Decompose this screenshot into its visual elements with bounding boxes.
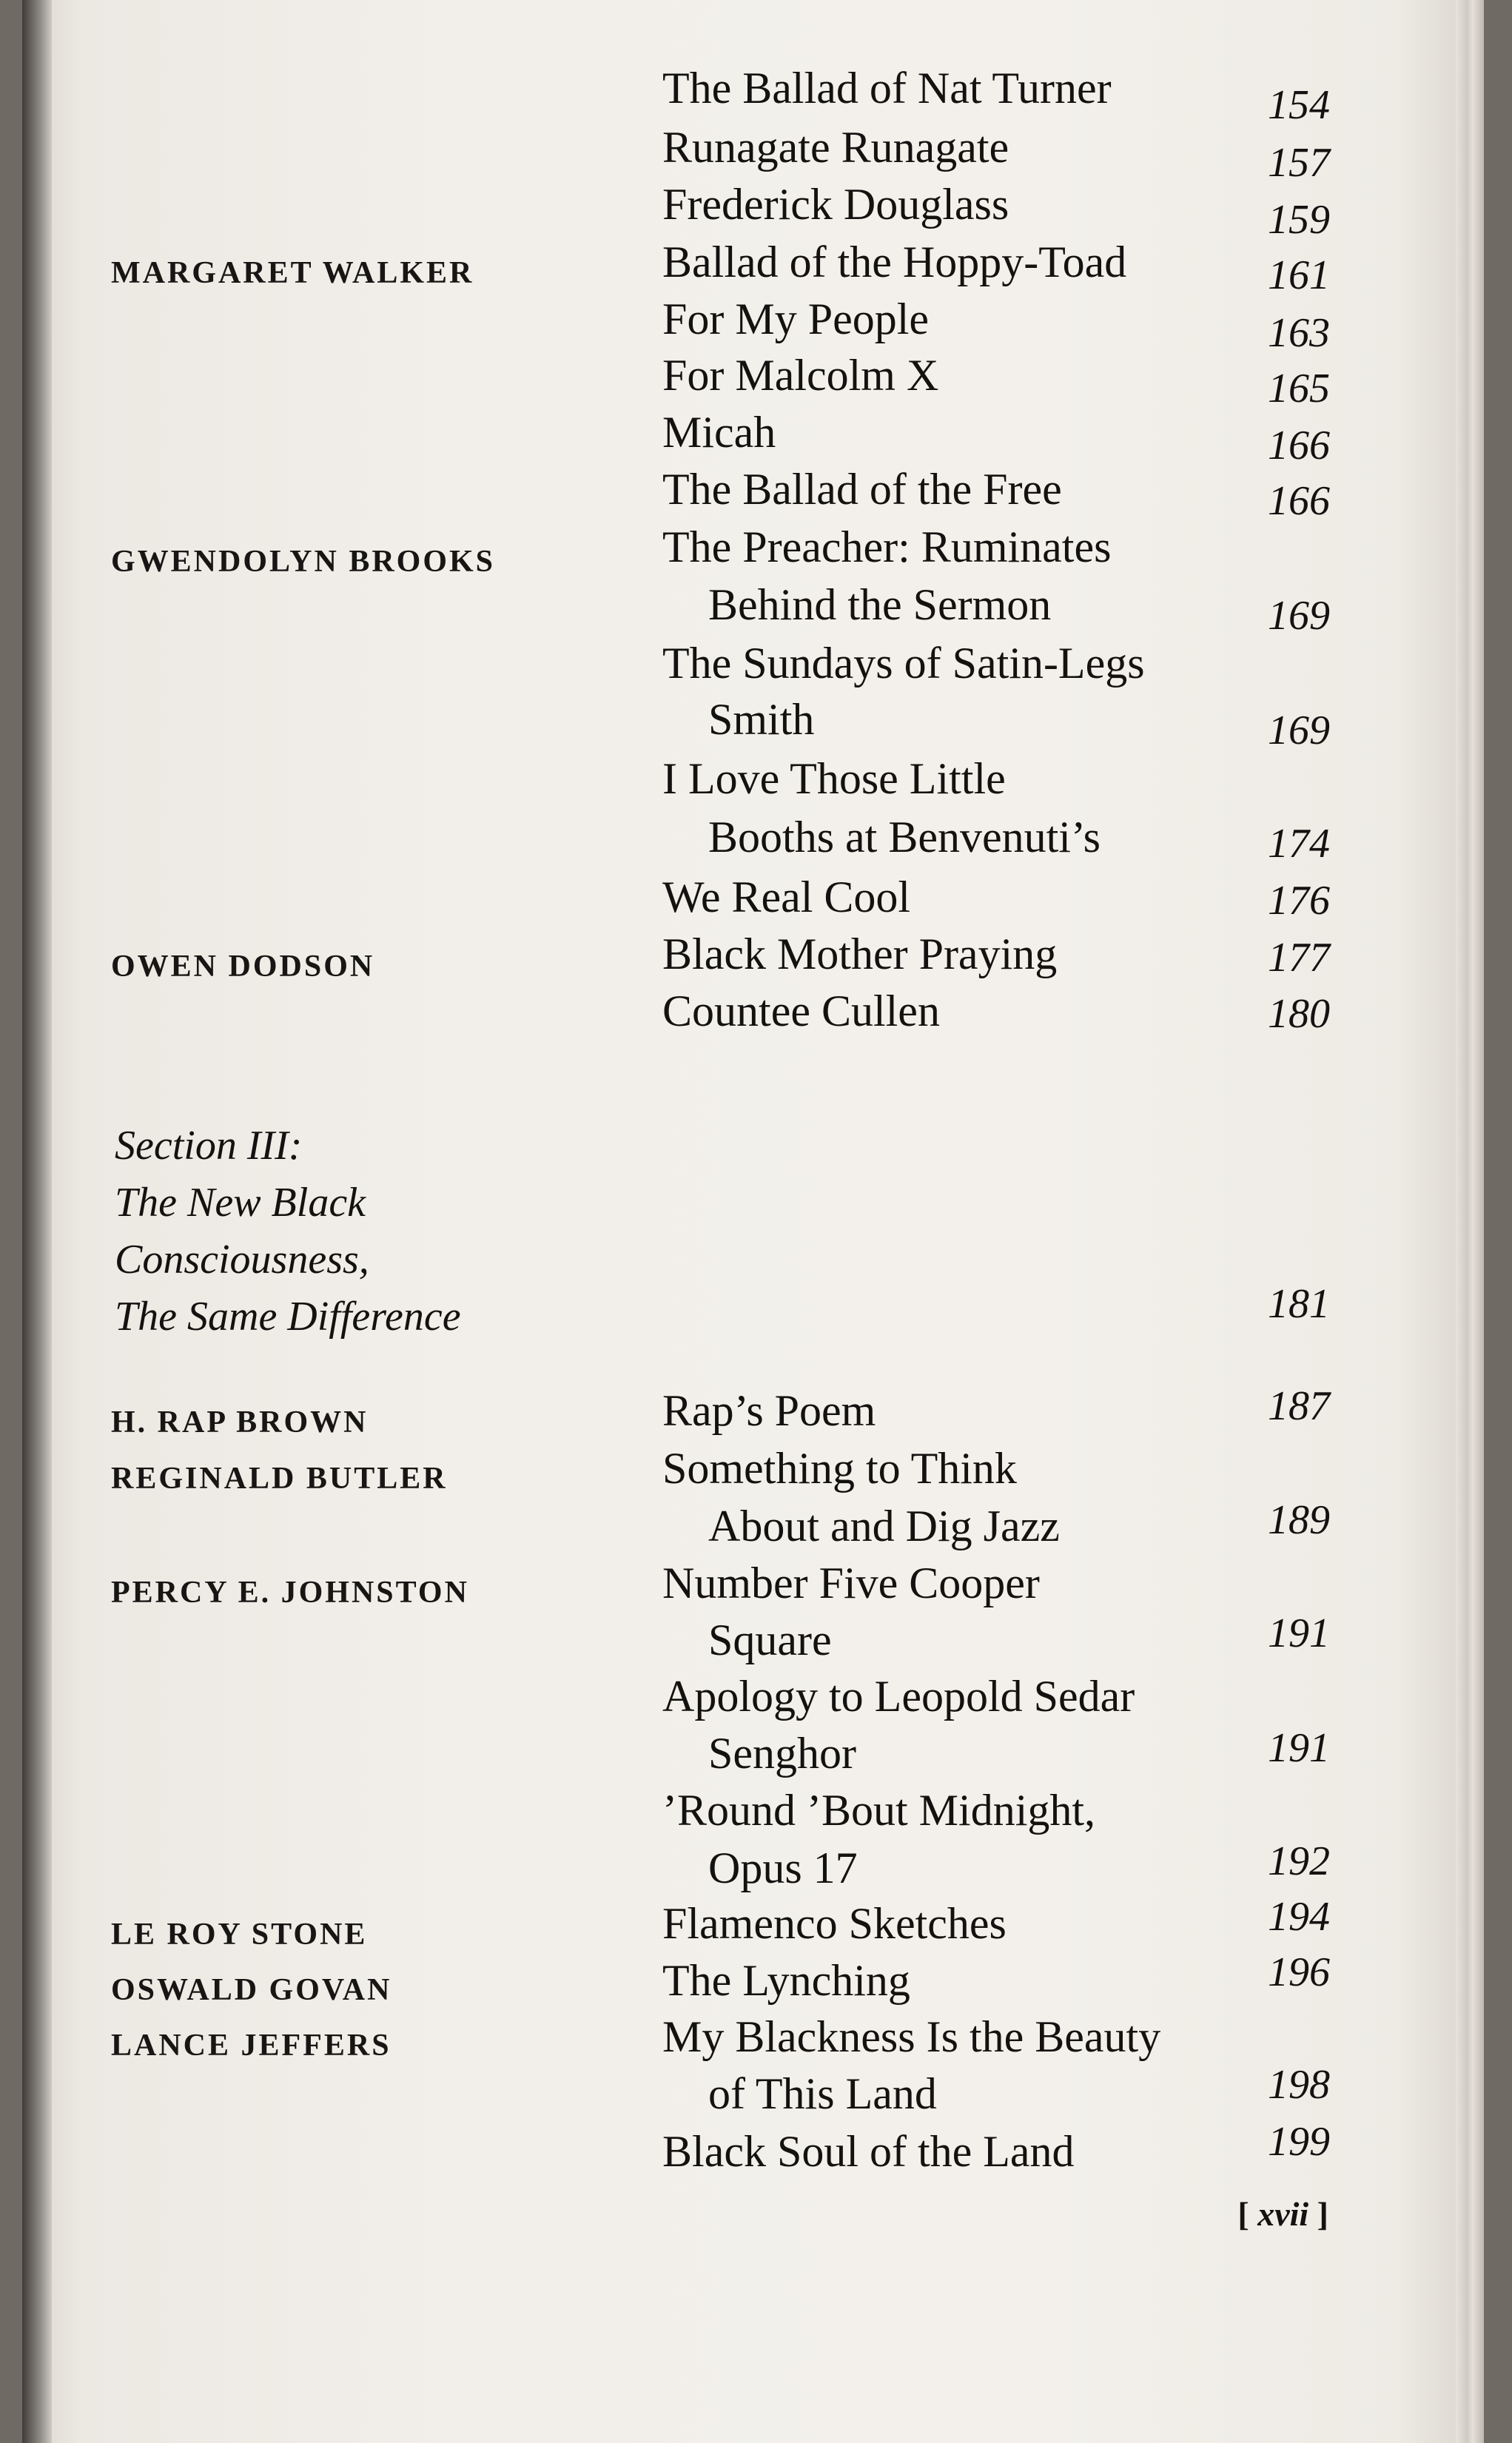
author-le-roy-stone: LE ROY STONE (111, 1918, 368, 1952)
toc-title: The Ballad of Nat Turner (662, 64, 1112, 112)
toc-title-continued: Behind the Sermon (708, 580, 1052, 629)
toc-title: We Real Cool (662, 873, 911, 921)
toc-page-number: 157 (1268, 140, 1330, 186)
toc-title-continued: Senghor (708, 1729, 856, 1778)
toc-title: Number Five Cooper (662, 1559, 1040, 1607)
section-heading (115, 1118, 461, 1345)
toc-title-continued: of This Land (708, 2069, 937, 2118)
toc-title: Ballad of the Hoppy-Toad (662, 238, 1127, 286)
folio-roman-numeral: xvii (1257, 2195, 1309, 2233)
toc-page-number: 187 (1268, 1383, 1330, 1429)
toc-page-number: 192 (1268, 1838, 1330, 1884)
section-heading-line: The New Black (115, 1180, 366, 1226)
toc-title-continued: About and Dig Jazz (708, 1502, 1060, 1550)
author-reginald-butler: REGINALD BUTLER (111, 1462, 448, 1496)
author-percy-e-johnston: PERCY E. JOHNSTON (111, 1576, 469, 1610)
toc-page-number: 177 (1268, 935, 1330, 981)
folio-page-number: [ xvii ] (1237, 2195, 1328, 2233)
toc-page-number: 159 (1268, 197, 1330, 243)
toc-title-continued: Smith (708, 695, 815, 744)
toc-page-number: 199 (1268, 2119, 1330, 2165)
toc-title-continued: Booths at Benvenuti’s (708, 813, 1101, 861)
toc-page-number: 166 (1268, 478, 1330, 524)
toc-title: Micah (662, 408, 776, 457)
author-margaret-walker: MARGARET WALKER (111, 256, 474, 290)
toc-title: The Lynching (662, 1956, 910, 2005)
toc-title: Black Soul of the Land (662, 2127, 1075, 2176)
toc-page-number: 161 (1268, 252, 1330, 298)
book-page (22, 0, 1484, 2443)
toc-page-number: 189 (1268, 1497, 1330, 1543)
toc-page-number: 154 (1268, 82, 1330, 128)
toc-page-number: 198 (1268, 2062, 1330, 2108)
toc-page-number: 169 (1268, 708, 1330, 753)
toc-title: Rap’s Poem (662, 1386, 876, 1435)
author-lance-jeffers: LANCE JEFFERS (111, 2029, 392, 2063)
author-gwendolyn-brooks: GWENDOLYN BROOKS (111, 545, 496, 579)
toc-title: My Blackness Is the Beauty (662, 2012, 1161, 2061)
toc-page-number: 194 (1268, 1894, 1330, 1940)
book-gutter (22, 0, 52, 2443)
toc-title: Flamenco Sketches (662, 1899, 1007, 1948)
toc-title: Black Mother Praying (662, 930, 1058, 978)
section-heading-line: The Same Difference (115, 1294, 461, 1340)
page-edge (1456, 0, 1484, 2443)
toc-title: Frederick Douglass (662, 180, 1009, 229)
toc-title: Countee Cullen (662, 987, 940, 1035)
toc-title: The Sundays of Satin-Legs (662, 639, 1145, 688)
toc-title: The Preacher: Ruminates (662, 522, 1112, 571)
author-oswald-govan: OSWALD GOVAN (111, 1973, 392, 2007)
toc-page-number: 196 (1268, 1949, 1330, 1995)
toc-title: For Malcolm X (662, 351, 939, 400)
toc-page-number: 165 (1268, 366, 1330, 411)
toc-title-continued: Square (708, 1616, 832, 1664)
toc-page-number: 163 (1268, 310, 1330, 356)
toc-page-number: 191 (1268, 1610, 1330, 1656)
toc-title: ’Round ’Bout Midnight, (662, 1786, 1096, 1835)
section-heading-line: Section III: (115, 1123, 303, 1169)
toc-page-number: 176 (1268, 878, 1330, 924)
author-owen-dodson: OWEN DODSON (111, 950, 375, 984)
toc-title: The Ballad of the Free (662, 465, 1062, 514)
toc-page-number: 166 (1268, 423, 1330, 468)
toc-page-number: 169 (1268, 593, 1330, 639)
toc-title: Something to Think (662, 1444, 1017, 1493)
toc-page-number: 191 (1268, 1725, 1330, 1771)
toc-title: For My People (662, 295, 929, 343)
toc-title: Apology to Leopold Sedar (662, 1672, 1135, 1721)
toc-page-number: 174 (1268, 821, 1330, 867)
author-h-rap-brown: H. RAP BROWN (111, 1405, 369, 1439)
toc-title: Runagate Runagate (662, 123, 1009, 172)
section-page-number: 181 (1268, 1281, 1330, 1327)
toc-title-continued: Opus 17 (708, 1844, 858, 1892)
section-heading-line: Consciousness, (115, 1237, 369, 1283)
toc-title: I Love Those Little (662, 754, 1006, 803)
toc-page-number: 180 (1268, 991, 1330, 1037)
